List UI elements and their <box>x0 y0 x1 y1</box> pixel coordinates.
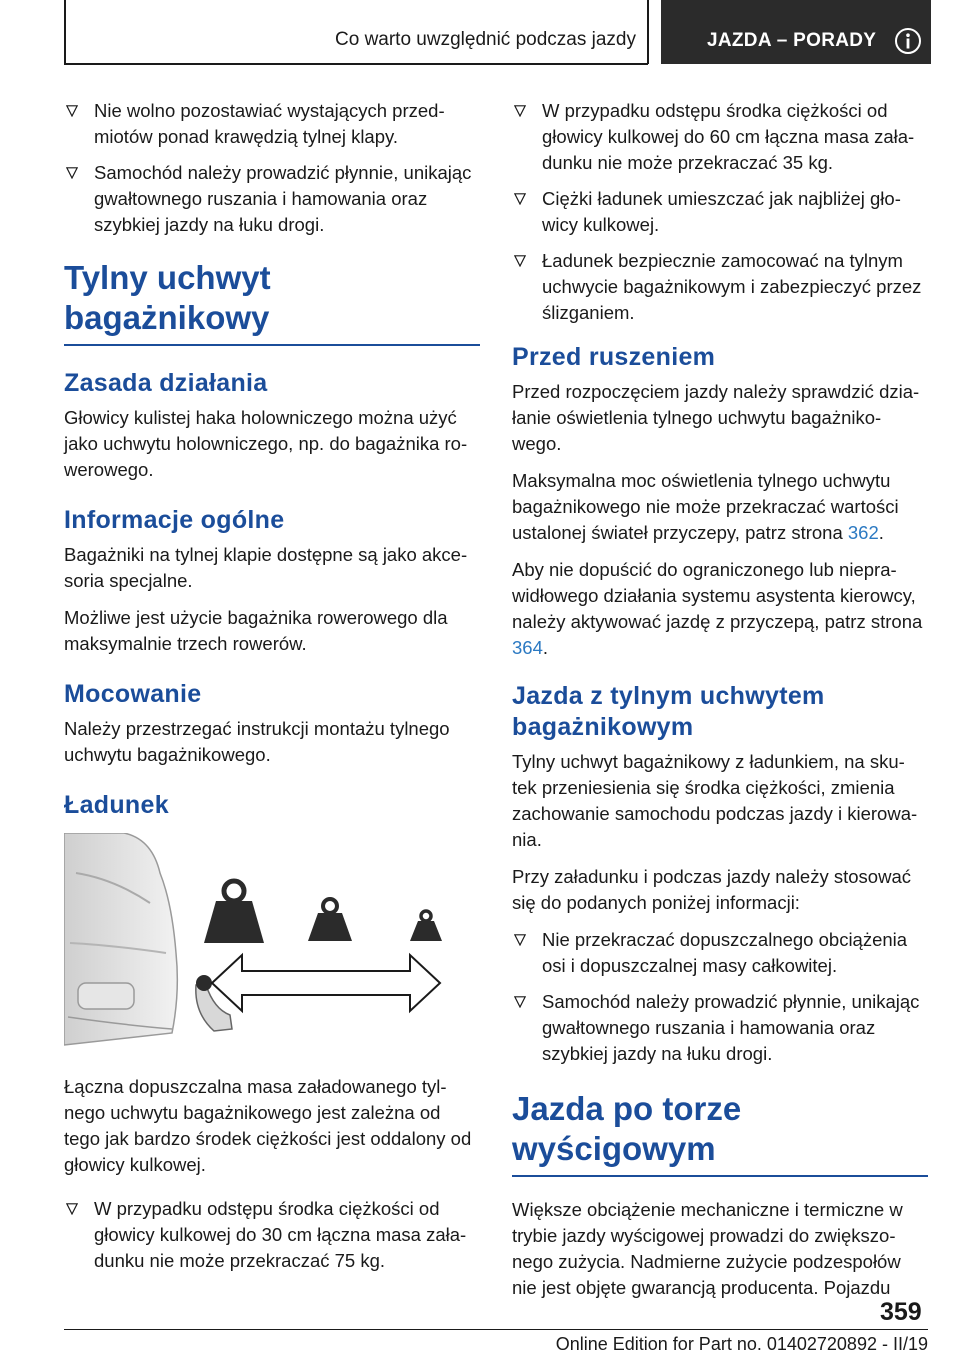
car-rear-bumper <box>64 833 177 1045</box>
zasada-text: Głowicy kulistej haka holowniczego można użyć jako uchwytu holowniczego, np. do bagażnika ro-werowego. <box>64 407 468 480</box>
weight-large <box>204 881 264 943</box>
bullet-triangle-icon <box>66 167 78 179</box>
bullet-text: W przypadku odstępu środka ciężkości od głowicy kulkowej do 30 cm łączna masa zała-dunku nie może przekraczać 75 kg. <box>94 1198 467 1271</box>
bullet-text: Samochód należy prowadzić płynnie, unikając gwałtownego ruszania i hamowania oraz szybkiej jazdy na łuku drogi. <box>94 162 472 235</box>
subheading-mocowanie: Mocowanie <box>64 680 202 708</box>
punctuation: . <box>542 637 549 658</box>
bullet-item <box>512 248 928 326</box>
header-frame-bottom <box>64 63 648 65</box>
informacje-text-2: Możliwe jest użycie bagażnika rowerowego dla maksymalnie trzech rowerów. <box>64 607 448 654</box>
header-section-title: Co warto uwzględnić podczas jazdy <box>335 29 636 50</box>
bullet-text: W przypadku odstępu środka ciężkości od głowicy kulkowej do 60 cm łączna masa zała-dunku nie może przekraczać 35 kg. <box>542 100 915 173</box>
right-column <box>512 98 928 1312</box>
punctuation: . <box>878 522 884 543</box>
jazda-text-1: Tylny uchwyt bagażnikowy z ładunkiem, na sku-tek przeniesienia się środka ciężkości, zmienia zachowanie samochodu podczas jazdy i kierowa-nia. <box>512 751 918 850</box>
przed-text-1: Przed rozpoczęciem jazdy należy sprawdzić dzia-łanie oświetlenia tylnego uchwytu bagażniko-wego. <box>512 381 920 454</box>
page-link-364[interactable]: 364 <box>512 637 543 658</box>
left-column <box>64 98 480 1284</box>
bullet-triangle-icon <box>514 934 526 946</box>
subheading-jazda-z-uchwytem: Jazda z tylnym uchwytem bagażnikowym <box>512 682 825 741</box>
page-number: 359 <box>880 1298 922 1326</box>
bullet-triangle-icon <box>514 105 526 117</box>
weight-medium <box>308 899 352 941</box>
bullet-item <box>512 98 928 176</box>
intro-bullet-list <box>64 98 480 238</box>
header-frame-right <box>647 0 649 64</box>
subheading-informacje: Informacje ogólne <box>64 506 285 534</box>
weight-small <box>410 911 442 941</box>
footer-divider <box>64 1329 928 1330</box>
przed-text-2-body: Maksymalna moc oświetlenia tylnego uchwytu bagażnikowego nie może przekraczać wartości ustalonej świateł przyczepy, patrz strona <box>512 470 899 543</box>
bullet-triangle-icon <box>514 996 526 1008</box>
bullet-triangle-icon <box>66 105 78 117</box>
ladunek-bullet-list <box>64 1196 480 1274</box>
bullet-text: Samochód należy prowadzić płynnie, unikając gwałtownego ruszania i hamowania oraz szybkiej jazdy na łuku drogi. <box>542 991 920 1064</box>
bullet-text: Ładunek bezpiecznie zamocować na tylnym uchwycie bagażnikowym i zabezpieczyć przez ślizganiem. <box>542 250 922 323</box>
informacje-text-1: Bagażniki na tylnej klapie dostępne są jako akce-soria specjalne. <box>64 544 468 591</box>
bullet-triangle-icon <box>514 255 526 267</box>
przed-text-2 <box>512 468 928 546</box>
mocowanie-text: Należy przestrzegać instrukcji montażu tylnego uchwytu bagażnikowego. <box>64 718 450 765</box>
bullet-item <box>64 1196 480 1274</box>
ladunek-text: Łączna dopuszczalna masa załadowanego tyl-nego uchwytu bagażnikowego jest zależna od tego jak bardzo środek ciężkości jest oddalony od głowicy kulkowej. <box>64 1076 472 1175</box>
subheading-zasada: Zasada działania <box>64 369 268 397</box>
load-distance-illustration <box>64 833 480 1053</box>
przed-text-3 <box>512 557 928 661</box>
bullet-item <box>64 98 480 150</box>
bullet-item <box>512 989 928 1067</box>
bullet-item <box>512 186 928 238</box>
info-icon <box>894 27 922 55</box>
chapter-tab-label: JAZDA – PORADY <box>707 30 877 51</box>
subheading-przed-ruszeniem: Przed ruszeniem <box>512 343 716 371</box>
chapter-tab[interactable] <box>661 0 931 64</box>
bullet-item <box>64 160 480 238</box>
subheading-ladunek: Ładunek <box>64 791 169 819</box>
jazda-bullet-list <box>512 927 928 1067</box>
header-frame-left <box>64 0 66 64</box>
jazda-text-2: Przy załadunku i podczas jazdy należy stosować się do podanych poniżej informacji: <box>512 866 911 913</box>
tor-text: Większe obciążenie mechaniczne i termiczne w trybie jazdy wyścigowej prowadzi do zwiększo-nego zużycia. Nadmierne zużycie podzespołów nie jest objęte gwarancją producenta. Pojazdu <box>512 1199 903 1298</box>
bullet-text: Nie wolno pozostawiać wystających przed-miotów ponad krawędzią tylnej klapy. <box>94 100 445 147</box>
distance-double-arrow <box>212 955 440 1011</box>
top-bullet-list <box>512 98 928 326</box>
bullet-item <box>512 927 928 979</box>
bullet-text: Nie przekraczać dopuszczalnego obciążenia osi i dopuszczalnej masy całkowitej. <box>542 929 908 976</box>
tow-ball <box>196 975 212 991</box>
bullet-triangle-icon <box>66 1203 78 1215</box>
bullet-text: Ciężki ładunek umieszczać jak najbliżej gło-wicy kulkowej. <box>542 188 901 235</box>
section-heading-tor-wyscigowy: Jazda po torze wyścigowym <box>512 1089 928 1177</box>
section-heading-tylny-uchwyt: Tylny uchwyt bagażnikowy <box>64 258 480 346</box>
footer-edition-text: Online Edition for Part no. 01402720892 - II/19 <box>555 1334 928 1354</box>
bullet-triangle-icon <box>514 193 526 205</box>
page-link-362[interactable]: 362 <box>847 522 879 543</box>
przed-text-3-body: Aby nie dopuścić do ograniczonego lub niepra-widłowego działania systemu asystenta kierowcy, należy aktywować jazdę z przyczepą, patrz strona <box>512 559 923 632</box>
